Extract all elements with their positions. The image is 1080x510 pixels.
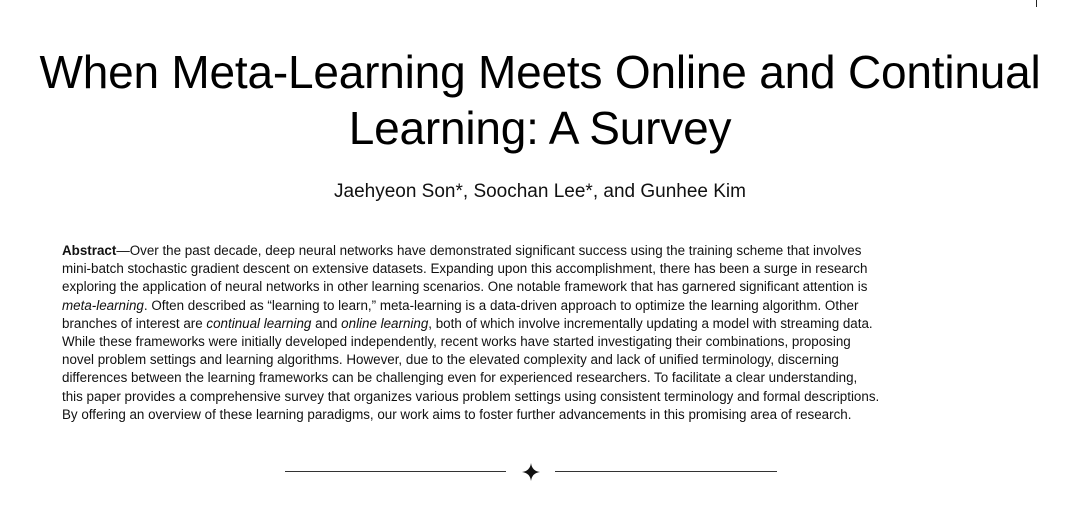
abstract-line: mini-batch stochastic gradient descent on extensive datasets. Expanding upon this accomplishment, there has been a surge in research: [62, 261, 868, 277]
paper-title: [0, 44, 1080, 156]
abstract-line: differences between the learning frameworks can be challenging even for experienced researchers. To facilitate a clear understanding,: [62, 370, 858, 386]
abstract-line: By offering an overview of these learning paradigms, our work aims to foster further advancements in this promising area of research.: [62, 406, 852, 422]
author-list: Jaehyeon Son*, Soochan Lee*, and Gunhee Kim: [334, 181, 746, 202]
abstract-block: [62, 242, 1014, 424]
section-separator: [285, 462, 777, 482]
page-corner-mark: [1036, 0, 1037, 7]
separator-line-right: [555, 471, 777, 472]
abstract-text: branches of interest are: [62, 315, 207, 331]
abstract-line: this paper provides a comprehensive survey that organizes various problem settings using consistent terminology and formal descriptions.: [62, 388, 880, 404]
abstract-line: [62, 297, 1014, 315]
abstract-line: novel problem settings and learning algorithms. However, due to the elevated complexity and lack of unified terminology, discerning: [62, 352, 839, 368]
abstract-text: , both of which involve incrementally updating a model with streaming data.: [428, 315, 873, 331]
term-meta-learning: meta-learning: [62, 297, 144, 313]
abstract-line: [62, 242, 1014, 260]
abstract-dash: —: [116, 243, 130, 258]
abstract-line: [62, 315, 1014, 333]
abstract-line: While these frameworks were initially developed independently, recent works have started investigating their combinations, proposing: [62, 334, 851, 350]
abstract-text: and: [311, 315, 342, 331]
separator-line-left: [285, 471, 506, 472]
term-online-learning: online learning: [341, 315, 429, 331]
paper-title-line-2: Learning: A Survey: [348, 102, 732, 154]
paper-title-line-1: When Meta-Learning Meets Online and Continual: [39, 46, 1041, 98]
four-point-star-icon: [521, 462, 541, 482]
term-continual-learning: continual learning: [206, 315, 312, 331]
abstract-heading: Abstract: [62, 243, 117, 258]
abstract-text: . Often described as “learning to learn,” meta-learning is a data-driven approach to optimize the learning algorithm. Other: [143, 297, 859, 313]
abstract-text: Over the past decade, deep neural networks have demonstrated significant success using the training scheme that involves: [129, 243, 862, 258]
abstract-line: exploring the application of neural networks in other learning scenarios. One notable framework that has garnered significant attention is: [62, 279, 868, 295]
